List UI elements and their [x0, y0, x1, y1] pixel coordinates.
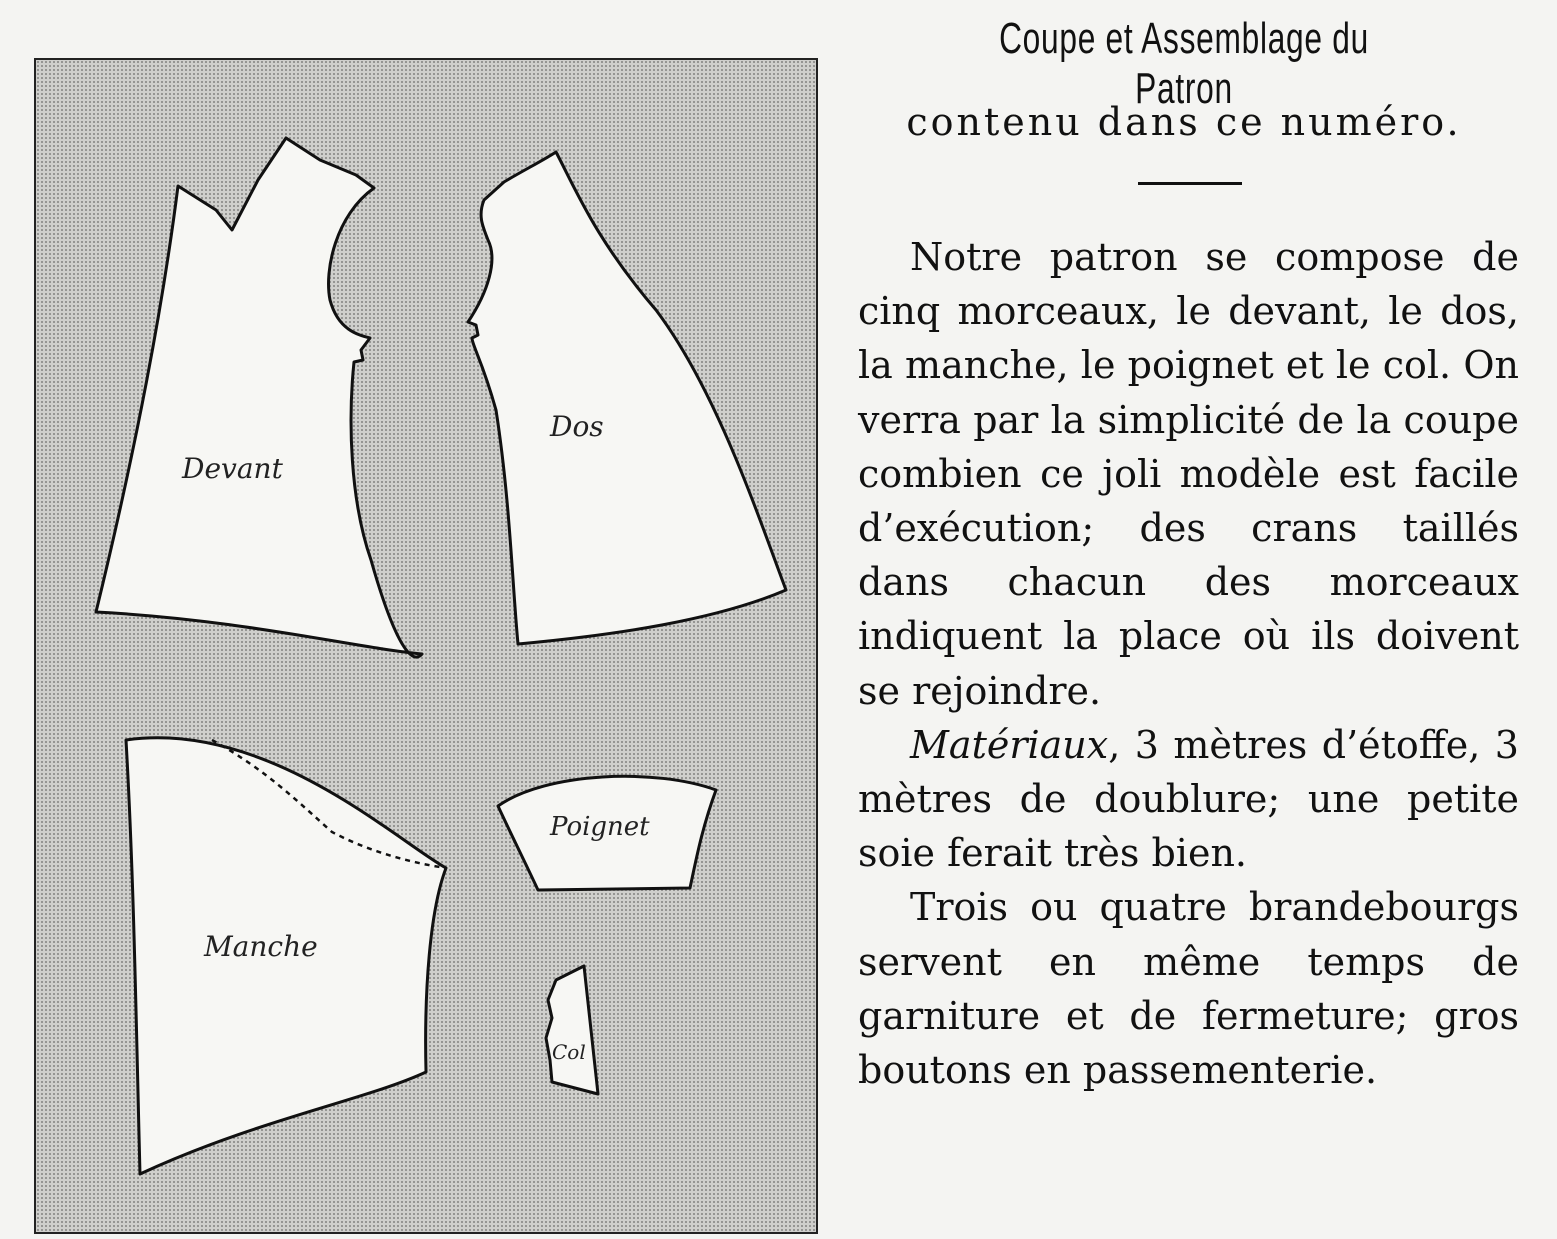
dos-piece: [468, 152, 786, 644]
title-divider: [1138, 182, 1242, 185]
manche-label: Manche: [204, 930, 318, 963]
paragraph-materials: [858, 718, 1519, 881]
paragraph-description: Notre patron se compose de cinq morceaux, le devant, le dos, la manche, le poignet et le col. On verra par la simplicité de la coupe combien ce joli modèle est facile d’exécution; des crans taillés dans chacun des morceaux indiquent la place où ils doivent se rejoindre.: [858, 235, 1519, 713]
poignet-label: Poignet: [550, 812, 650, 842]
page-subtitle: contenu dans ce numéro.: [906, 100, 1462, 144]
materials-label: Matériaux: [910, 722, 1109, 767]
pattern-pieces: [36, 60, 820, 1236]
dos-label: Dos: [550, 410, 604, 443]
article-body: [858, 230, 1519, 1097]
paragraph-trimmings: Trois ou quatre brandebourgs servent en même temps de garniture et de fermeture; gros boutons en passementerie.: [858, 885, 1519, 1093]
col-piece: [546, 966, 598, 1094]
materials-text: , 3 mètres d’étoffe, 3 mètres de doublure; une petite soie ferait très bien.: [858, 722, 1519, 876]
devant-label: Devant: [182, 452, 283, 485]
devant-piece: [96, 138, 422, 657]
pattern-illustration: [34, 58, 818, 1234]
page-title: Coupe et Assemblage du Patron: [999, 14, 1369, 113]
col-label: Col: [552, 1040, 586, 1064]
